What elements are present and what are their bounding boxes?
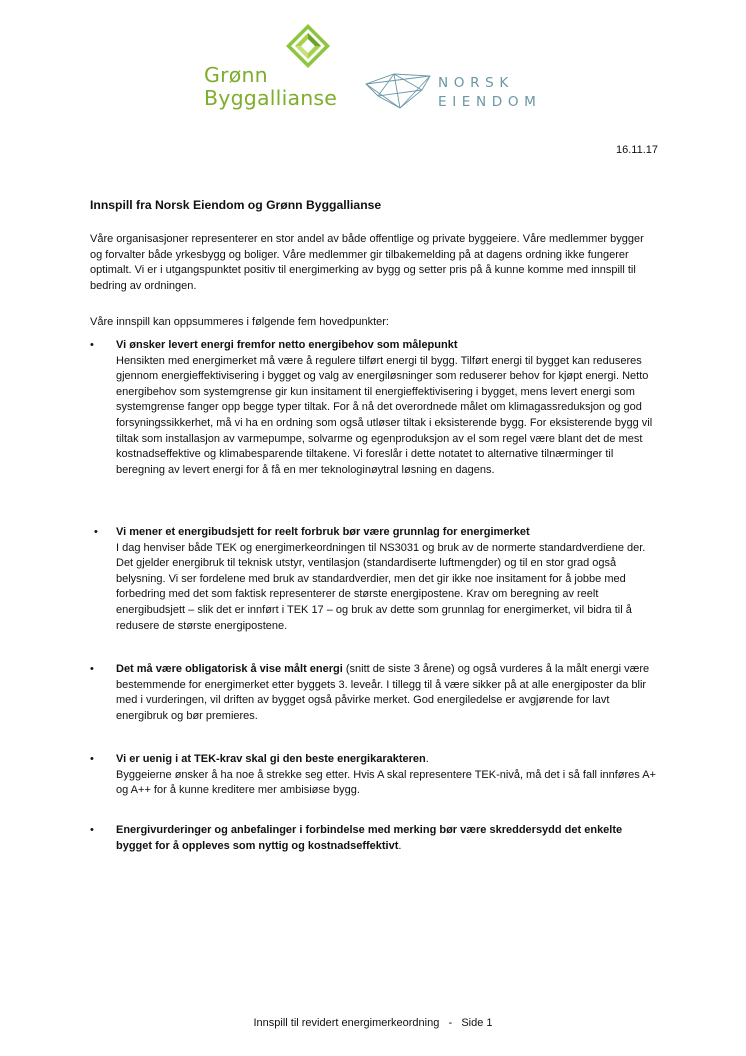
lead-paragraph: Våre innspill kan oppsummeres i følgende fem hovedpunkter: [90, 316, 389, 328]
point-1-heading: Vi ønsker levert energi fremfor netto energibehov som målepunkt [116, 339, 458, 351]
point-2-body: I dag henviser både TEK og energimerkeordningen til NS3031 og bruk av de normerte standardverdiene der. Det gjelder energibruk til teknisk utstyr, ventilasjon (standardiserte luftmengder) og til en stor grad også belysning. Vi ser fordelene med bruk av standardverdier, men det gir ikke noe insitament for å jobbe med forbedring med det som faktisk representerer de største energipostene. Krav om beregning av reelt energibudsjett – slik det er innført i TEK 17 – og bruk av dette som grunnlag for energimerket, vil bidra til å redusere de største energipostene. [116, 541, 646, 632]
norsk-logo-word-2: EIENDOM [438, 94, 542, 110]
intro-paragraph: Våre organisasjoner representerer en stor andel av både offentlige og private byggeiere. Våre medlemmer bygger og forvalter både yrkesbygg og boliger. Våre medlemmer gir tilbakemelding på at dagens ordning ikke fungerer optimalt. Vi er i utgangspunktet positiv til energimerking av bygg og setter pris på å kunne komme med innspill til bedring av ordningen. [90, 233, 644, 292]
gronn-logo-word-1: Grønn [204, 63, 268, 87]
page-footer [0, 1017, 746, 1029]
point-5-heading: Energivurderinger og anbefalinger i forbindelse med merking bør være skreddersydd det enkelte bygget for å oppleves som nyttig og kostnadseffektivt [116, 824, 623, 852]
bullet-icon: • [90, 663, 94, 675]
gronn-byggallianse-logo [200, 24, 360, 114]
point-3-body: (snitt de siste 3 årene) og også vurderes å la målt energi være bestemmende for energimerket etter byggets 3. leveår. I tillegg til å være sikker på at alle energiposter da blir med i vurderingen, vil driften av bygget også påvirke merket. God energiledelse er avgjørende for lavt energibruk og bør premieres. [116, 663, 650, 722]
norsk-logo-word-1: NORSK [438, 75, 514, 91]
gronn-byggallianse-diamond-icon [286, 24, 330, 68]
bullet-icon: • [90, 339, 94, 351]
bullet-icon: • [90, 753, 94, 765]
document-title: Innspill fra Norsk Eiendom og Grønn Byggallianse [90, 198, 382, 212]
point-4-body: Byggeierne ønsker å ha noe å strekke seg etter. Hvis A skal representere TEK-nivå, må det i så fall innføres A+ og A++ for å kunne kreditere mer ambisiøse bygg. [116, 768, 656, 797]
gronn-logo-word-2: Byggallianse [204, 86, 338, 110]
point-4-period: . [425, 753, 429, 765]
document-date: 16.11.17 [615, 144, 658, 156]
bullet-icon: • [90, 824, 94, 836]
point-3-heading: Det må være obligatorisk å vise målt energi [116, 663, 343, 675]
point-4-heading: Vi er uenig i at TEK-krav skal gi den beste energikarakteren [116, 753, 426, 765]
bullet-icon: • [94, 526, 98, 538]
footer-text: Innspill til revidert energimerkeordning - Side 1 [253, 1017, 493, 1029]
norsk-eiendom-crystal-icon [364, 70, 432, 110]
point-2-heading: Vi mener et energibudsjett for reelt forbruk bør være grunnlag for energimerket [116, 526, 530, 538]
point-5-body: . [398, 839, 402, 852]
norsk-eiendom-logo [364, 70, 554, 114]
point-1-body: Hensikten med energimerket må være å regulere tilført energi til bygg. Tilført energi til bygget kan reduseres gjennom energieffektivisering i bygget og valg av energiløsninger som reduserer behov for kjøpt energi. Netto energibehov som systemgrense gir kun insitament til energieffektivisering i bygget, mens levert energi som systemgrense fanger opp begge typer tiltak. For å nå det overordnede målet om klimagassreduksjon og god forsyningssikkerhet, må vi ha en ordning som også utløser tiltak i eksisterende bygg. For eksisterende bygg vil tiltak som installasjon av varmepumpe, solvarme og egenproduksjon av el som regel være blant det de mest kostnadseffektive og klimabesparende tiltakene. Vi foreslår i dette notatet to alternative tilnærminger til beregning av levert energi for å få en mer teknologinøytral løsning en dagens. [116, 354, 653, 476]
